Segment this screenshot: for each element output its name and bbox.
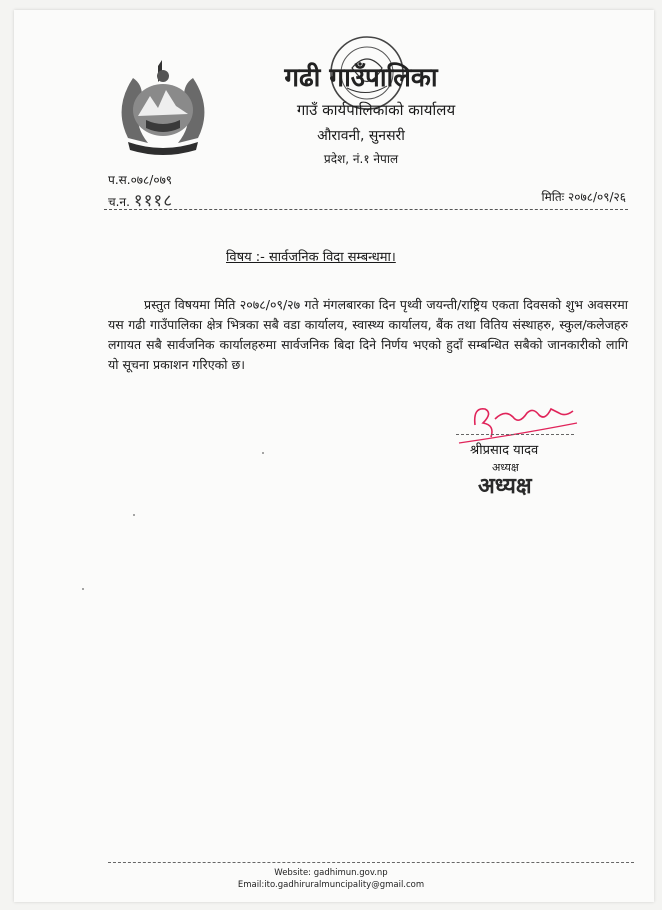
date-value: २०७८/०९/२६ — [567, 190, 626, 204]
chairman-stamp: अध्यक्ष — [478, 473, 532, 499]
province-line: प्रदेश, नं.१ नेपाल — [323, 152, 399, 166]
signatory-role: अध्यक्ष — [492, 461, 519, 474]
letter-body — [108, 295, 628, 375]
municipality-title: गढी गाउँपालिका — [284, 63, 438, 93]
cn-label: च.न. — [108, 195, 130, 209]
letter-body-text: प्रस्तुत विषयमा मिति २०७८/०९/२७ गते मंगलबारका दिन पृथ्वी जयन्ती/राष्ट्रिय एकता दिवसको शुभ अवसरमा यस गढी गाउँपालिका क्षेत्र भित्रका सबै वडा कार्यालय, स्वास्थ्य कार्यालय, बैंक तथा वितिय संस्थाहरु, स्कुल/कलेजहरु लगायत सबै सार्वजनिक कार्यालहरुमा सार्वजनिक बिदा दिने निर्णय भएको हुदाँ सम्बन्धित सबैको जानकारीको लागि यो सूचना प्रकाशन गरिएको छ। — [108, 297, 628, 372]
speck — [262, 452, 264, 454]
office-location: औरावनी, सुनसरी — [317, 128, 405, 144]
signatory-name: श्रीप्रसाद यादव — [470, 443, 539, 458]
speck — [82, 588, 84, 590]
header-divider — [104, 209, 628, 210]
ps-reference — [108, 171, 172, 188]
signature-line — [456, 434, 574, 435]
ps-label: प.स. — [108, 173, 131, 187]
footer-email: Email:ito.gadhiruralmuncipality@gmail.com — [237, 880, 425, 890]
footer-divider — [108, 862, 634, 863]
letter-subject: विषय :- सार्वजनिक विदा सम्बन्धमा। — [226, 250, 396, 265]
ps-value: ०७८/०७९ — [130, 173, 173, 187]
footer-website: Website: gadhimun.gov.np — [274, 868, 388, 878]
letter-date — [542, 188, 627, 205]
cn-reference — [108, 188, 173, 211]
cn-value: १११८ — [133, 191, 174, 211]
speck — [133, 514, 135, 516]
office-name: गाउँ कार्यपालिकाको कार्यालय — [296, 101, 456, 119]
date-label: मितिः — [541, 190, 565, 204]
